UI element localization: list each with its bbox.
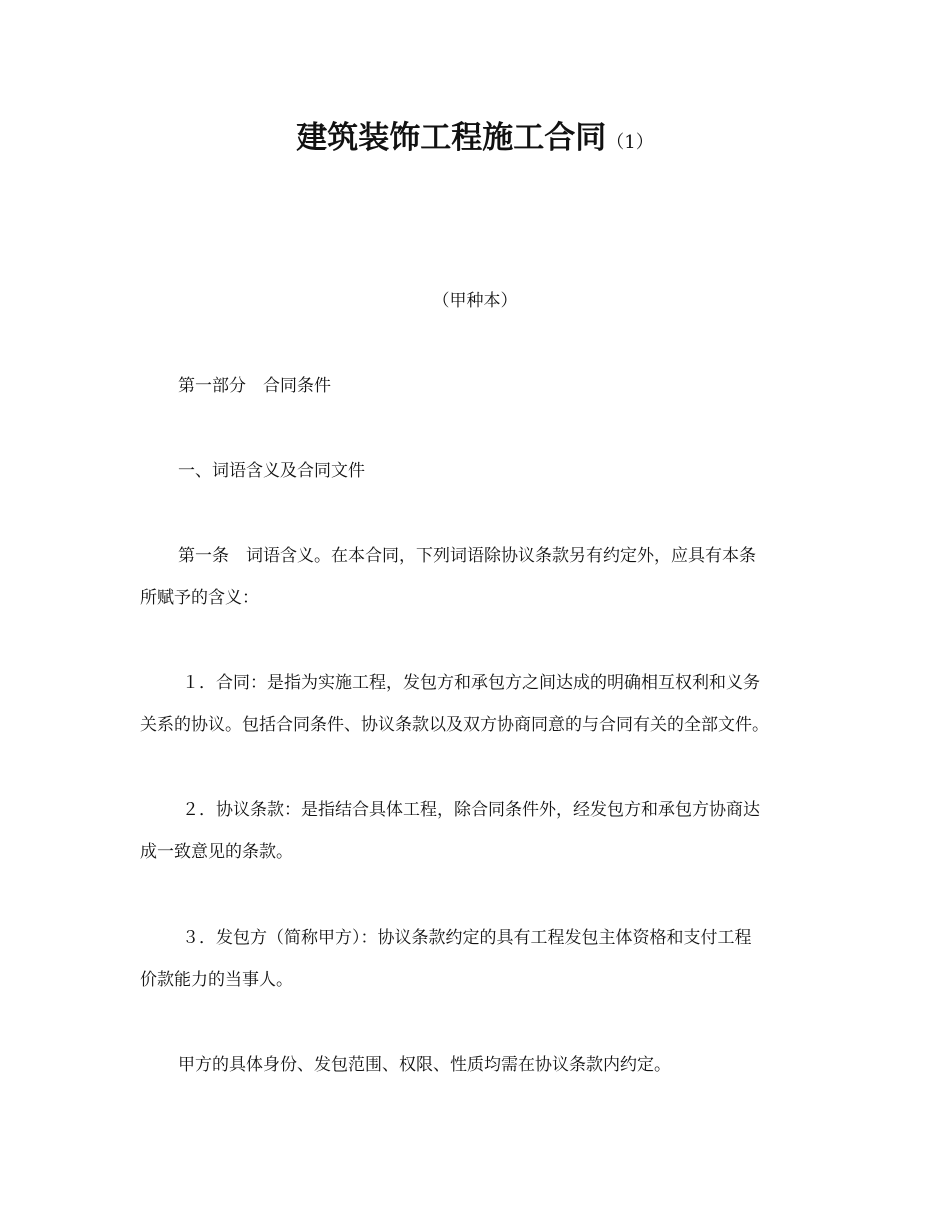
closing-paragraph: 甲方的具体身份、发包范围、权限、性质均需在协议条款内约定。: [178, 1055, 671, 1075]
item-1-line-2: 关系的协议。包括合同条件、协议条款以及双方协商同意的与合同有关的全部文件。: [140, 715, 769, 735]
item-3-line-2: 价款能力的当事人。: [140, 970, 293, 990]
part-heading: 第一部分 合同条件: [178, 376, 331, 396]
document-title: [0, 112, 950, 157]
item-2-line-2: 成一致意见的条款。: [140, 842, 293, 862]
section-heading: 一、词语含义及合同文件: [178, 461, 365, 481]
article-1-line-2: 所赋予的含义：: [140, 588, 259, 608]
title-main: 建筑装饰工程施工合同: [296, 120, 607, 156]
article-1-line-1: 第一条 词语含义。在本合同，下列词语除协议条款另有约定外，应具有本条: [178, 546, 756, 566]
item-2-line-1: ２．协议条款：是指结合具体工程，除合同条件外，经发包方和承包方协商达: [182, 800, 760, 820]
item-3-line-1: ３．发包方（简称甲方）：协议条款约定的具有工程发包主体资格和支付工程: [182, 928, 752, 948]
item-1-line-1: １．合同：是指为实施工程，发包方和承包方之间达成的明确相互权利和义务: [182, 673, 760, 693]
version-label: （甲种本）: [432, 291, 518, 311]
title-suffix: （1）: [606, 132, 654, 153]
